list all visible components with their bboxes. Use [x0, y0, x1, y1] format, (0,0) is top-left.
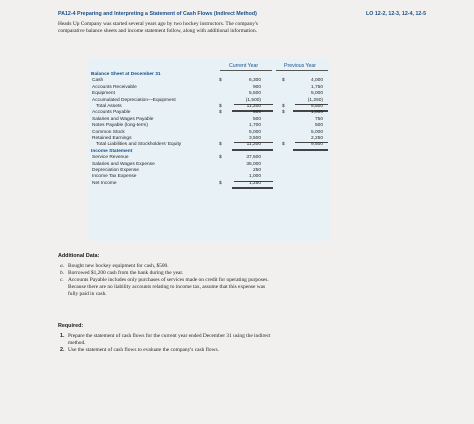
text-line: Use the statement of cash flows to evaluate the company's cash flows. — [68, 346, 219, 353]
currency-sign: $ — [219, 104, 222, 109]
column-rule — [220, 70, 272, 71]
previous-year-value: 5,000 — [310, 129, 323, 135]
problem-title: PA12-4 Preparing and Interpreting a Statement of Cash Flows (Indirect Method) — [58, 11, 257, 17]
current-year-value: 500 — [252, 116, 261, 122]
row-label: Retained Earnings — [92, 136, 132, 141]
current-year-value: 1,700 — [248, 123, 261, 129]
row-label: Salaries and Wages Expense — [92, 161, 155, 167]
current-year-value: 37,500 — [246, 155, 261, 161]
row-label: Total Liabilities and Stockholders' Equity — [96, 142, 182, 148]
currency-sign: $ — [282, 142, 285, 148]
intro-line: Heads Up Company was started several years ago by two hockey instructors. The company's — [58, 21, 258, 27]
previous-year-header: Previous Year — [284, 63, 317, 69]
row-label: Accounts Payable — [92, 110, 131, 116]
text-line: Because there are no liability accounts relating to income tax, assume that this expense was — [68, 283, 266, 290]
current-year-value: 1,000 — [248, 174, 261, 180]
total-double-rule — [232, 188, 273, 189]
previous-year-value: 5,000 — [310, 91, 323, 97]
previous-year-value: 2,250 — [310, 136, 323, 141]
row-label: Accounts Receivable — [92, 84, 137, 90]
row-label: Income Tax Expense — [92, 174, 137, 180]
current-year-value: 5,000 — [248, 129, 261, 135]
current-year-value: 6,300 — [248, 78, 261, 84]
current-year-value: 11,200 — [246, 104, 261, 109]
row-label: Salaries and Wages Payable — [92, 116, 154, 122]
income-statement-title-label: Income Statement — [91, 148, 133, 154]
text-line: method. — [68, 339, 86, 346]
currency-sign: $ — [219, 78, 222, 84]
current-year-value: 250 — [252, 168, 261, 173]
text-line: Accounts Payable includes only purchases of services made on credit for operating purposes. — [68, 277, 269, 284]
list-marker: 2. — [60, 346, 65, 353]
current-year-value: 900 — [252, 84, 261, 90]
list-marker: 1. — [60, 333, 65, 339]
currency-sign: $ — [219, 110, 222, 116]
previous-year-value: 1,750 — [310, 84, 323, 90]
list-item-text — [68, 347, 219, 354]
list-item-text — [68, 277, 269, 297]
balance-sheet-title-label: Balance Sheet at December 31 — [91, 72, 161, 77]
currency-sign: $ — [282, 104, 285, 109]
currency-sign: $ — [219, 142, 222, 148]
list-item-text — [68, 333, 271, 346]
row-label: Accumulated Depreciation—Equipment — [92, 97, 176, 103]
column-rule — [276, 70, 328, 71]
previous-year-value: 9,500 — [310, 104, 323, 109]
current-year-value: 500 — [252, 110, 261, 116]
row-label: Depreciation Expense — [92, 168, 139, 173]
row-label: Common Stock — [92, 129, 125, 135]
previous-year-value: 750 — [314, 116, 323, 122]
text-line: Prepare the statement of cash flows for the current year ended December 31 using the indirect — [68, 333, 271, 339]
row-label: Notes Payable (long-term) — [92, 123, 148, 129]
text-line: fully paid in cash. — [68, 290, 107, 297]
list-item-text — [68, 263, 169, 270]
previous-year-value: 4,000 — [310, 78, 323, 84]
current-year-value: 5,500 — [248, 91, 261, 97]
text-line: Bought new hockey equipment for cash, $500. — [68, 263, 169, 269]
current-year-header: Current Year — [229, 63, 259, 69]
table-row — [90, 181, 326, 187]
current-year-value: (1,500) — [245, 97, 261, 103]
currency-sign: $ — [282, 78, 285, 84]
row-label: Total Assets — [96, 104, 122, 109]
previous-year-value: 9,500 — [310, 142, 323, 148]
current-year-value: 1,250 — [248, 180, 261, 186]
additional-data-title: Additional Data: — [58, 253, 100, 259]
text-line: Borrowed $1,200 cash from the bank during the year. — [68, 270, 184, 277]
intro-line: comparative balance sheets and income statement follow, along with additional information. — [58, 28, 258, 34]
required-title: Required: — [58, 323, 84, 329]
current-year-value: 3,500 — [248, 136, 261, 141]
currency-sign: $ — [282, 110, 285, 116]
learning-objectives: LO 12-2, 12-3, 12-4, 12-5 — [366, 11, 427, 17]
currency-sign: $ — [219, 180, 222, 186]
list-item-text — [68, 270, 183, 277]
previous-year-value: (1,250) — [307, 97, 323, 103]
previous-year-value: 1,000 — [310, 110, 323, 116]
row-label: Cash — [92, 78, 104, 84]
current-year-value: 11,200 — [246, 142, 261, 148]
list-marker: c. — [60, 277, 64, 284]
list-marker: a. — [60, 263, 65, 269]
row-label: Service Revenue — [92, 155, 129, 161]
previous-year-value: 500 — [314, 123, 323, 129]
currency-sign: $ — [219, 155, 222, 161]
row-label: Net Income — [92, 180, 117, 186]
row-label: Equipment — [92, 91, 115, 97]
problem-intro — [58, 21, 358, 35]
list-marker: b. — [60, 270, 65, 277]
current-year-value: 35,000 — [246, 161, 261, 167]
